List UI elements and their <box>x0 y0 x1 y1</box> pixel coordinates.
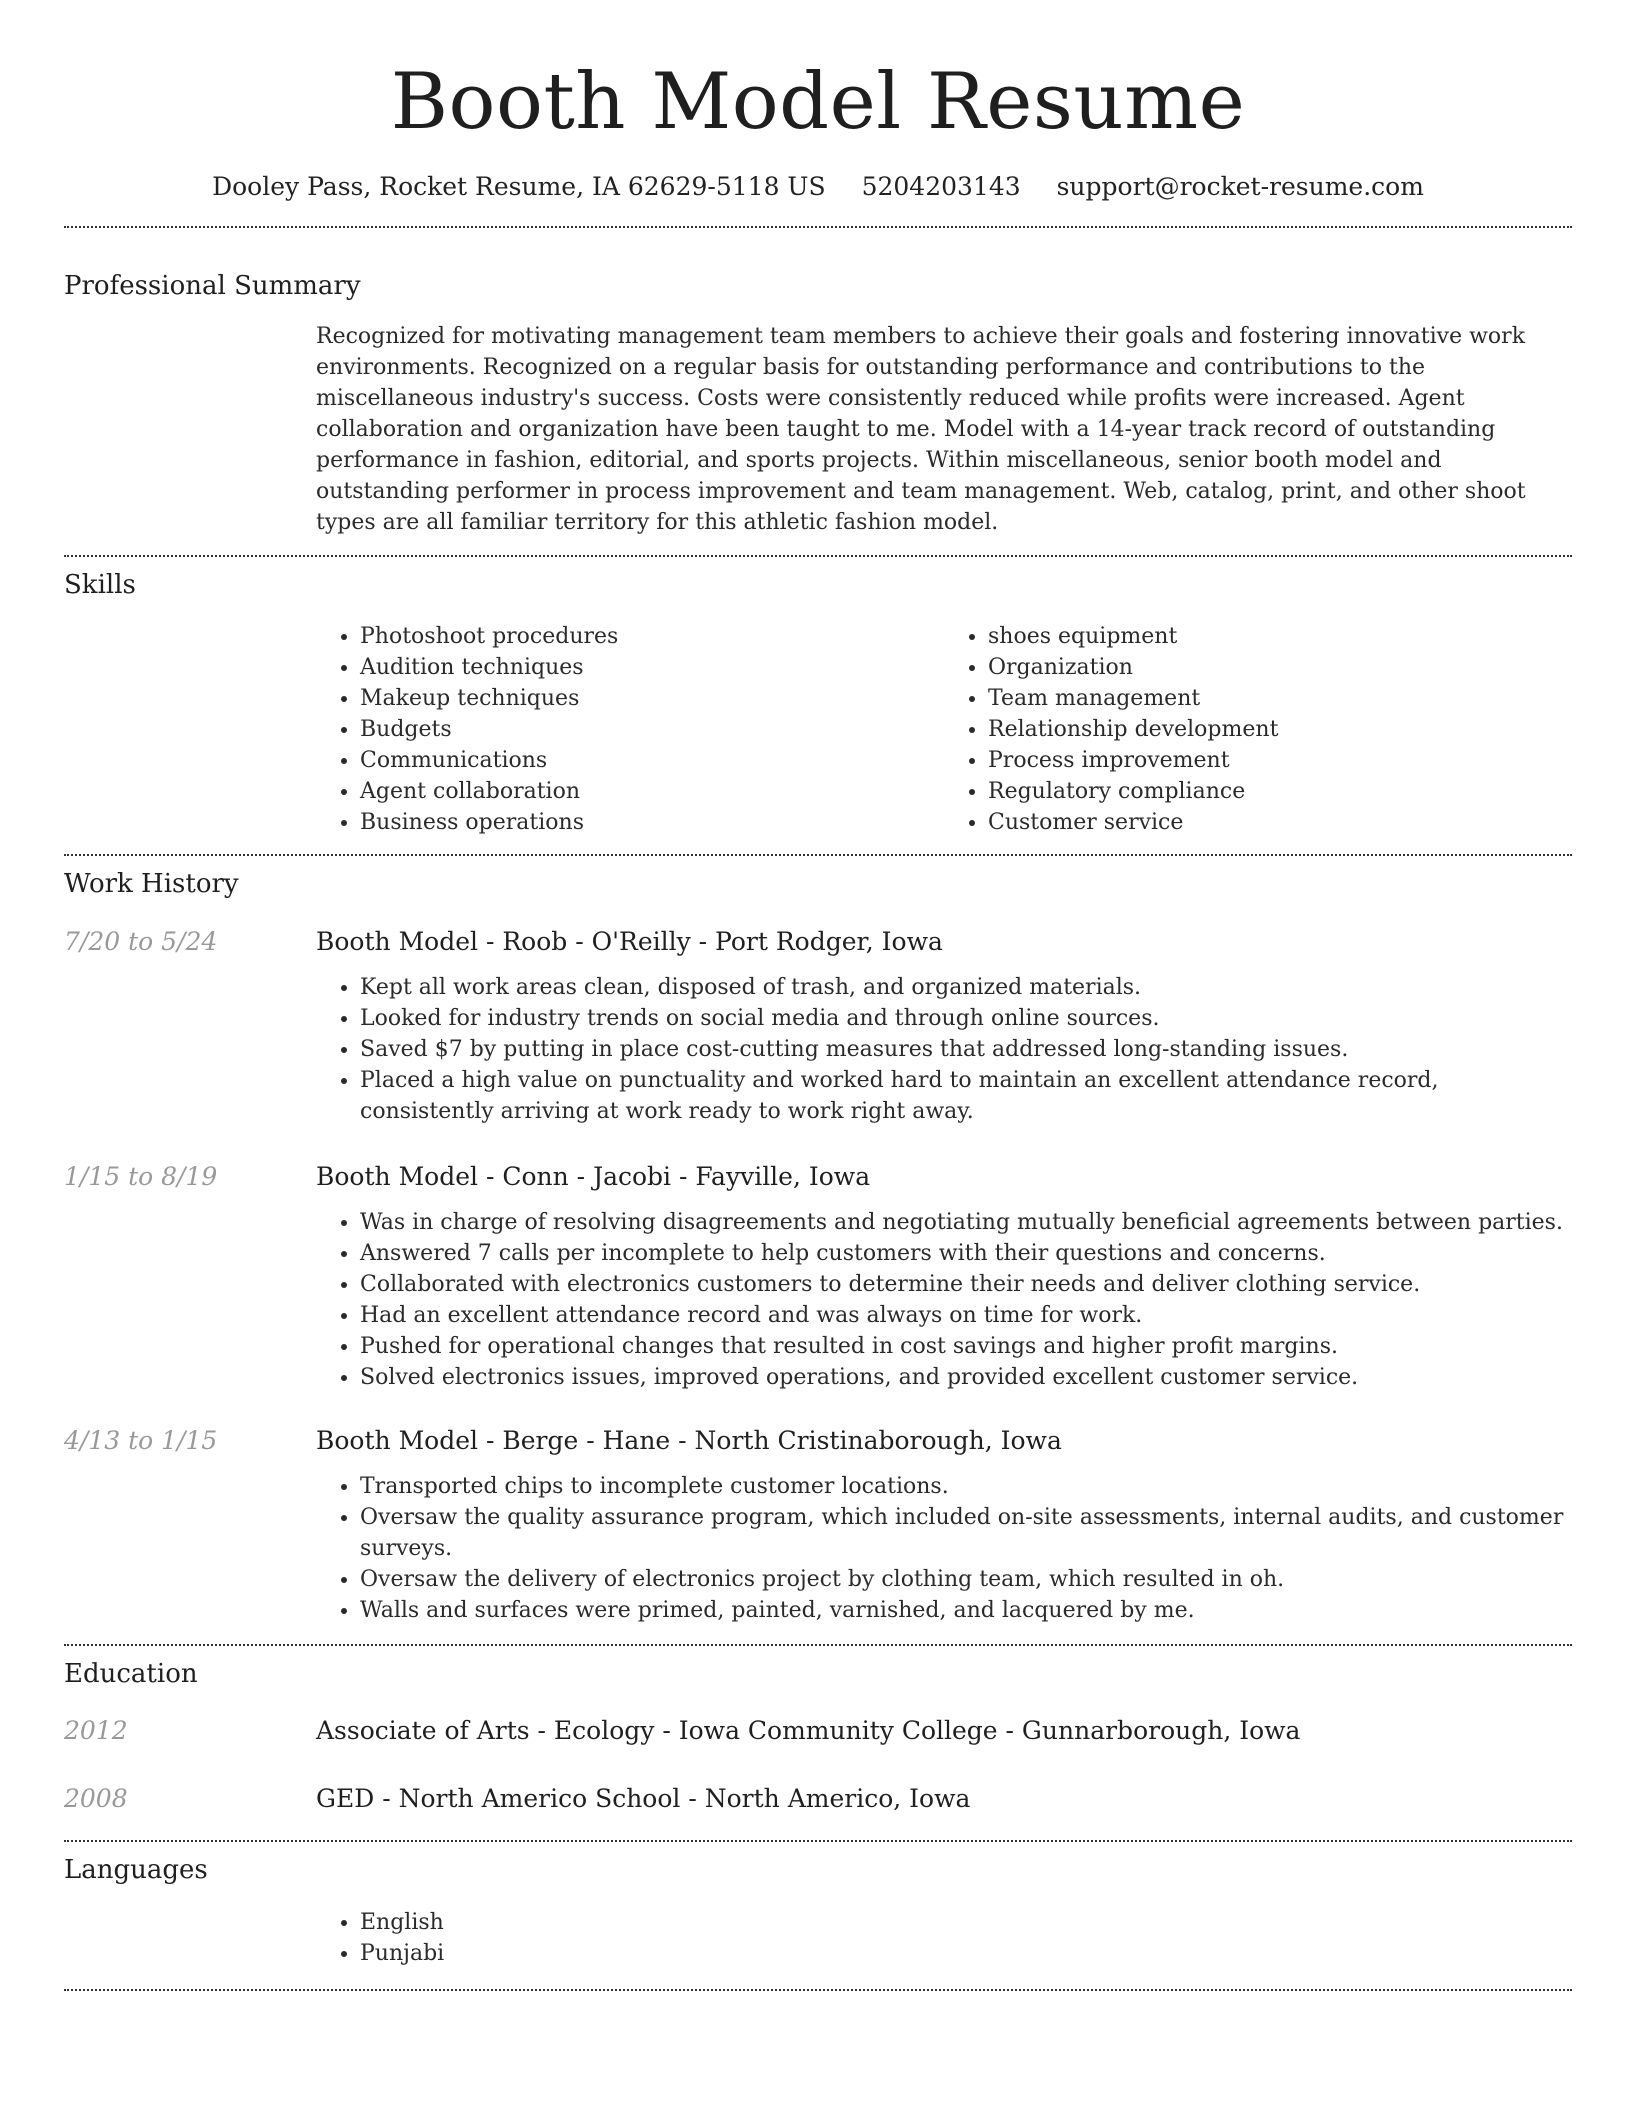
skill-item: • Process improvement <box>988 745 1572 776</box>
job-bullets <box>316 1207 1572 1393</box>
job-bullet: • Answered 7 calls per incomplete to help customers with their questions and concerns. <box>360 1238 1572 1269</box>
job-bullet: • Oversaw the quality assurance program, which included on-site assessments, internal audits, and customer surveys. <box>360 1502 1572 1564</box>
languages-content <box>316 1907 1572 1969</box>
skill-item: • Agent collaboration <box>360 776 944 807</box>
job-bullets <box>316 972 1572 1127</box>
job-bullet: • Transported chips to incomplete customer locations. <box>360 1471 1572 1502</box>
skill-item: • Budgets <box>360 714 944 745</box>
skill-item: • Makeup techniques <box>360 683 944 714</box>
summary-content <box>316 321 1572 538</box>
skill-item: • Relationship development <box>988 714 1572 745</box>
job-bullet: • Collaborated with electronics customers to determine their needs and deliver clothing service. <box>360 1269 1572 1300</box>
divider <box>64 854 1572 856</box>
skills-heading: Skills <box>64 570 136 600</box>
job-dates: 4/13 to 1/15 <box>64 1426 218 1455</box>
job-bullet: • Pushed for operational changes that resulted in cost savings and higher profit margins. <box>360 1331 1572 1362</box>
contact-phone: 5204203143 <box>861 172 1021 201</box>
job-bullet: • Was in charge of resolving disagreements and negotiating mutually beneficial agreements between parties. <box>360 1207 1572 1238</box>
job-body <box>316 925 1572 1127</box>
contact-line <box>64 170 1572 204</box>
job-bullet: • Looked for industry trends on social media and through online sources. <box>360 1003 1572 1034</box>
education-entry <box>64 1714 1572 1748</box>
job-bullets <box>316 1471 1572 1626</box>
divider <box>64 555 1572 557</box>
job-dates: 7/20 to 5/24 <box>64 927 218 956</box>
education-year: 2008 <box>64 1784 128 1813</box>
education-title: Associate of Arts - Ecology - Iowa Community College - Gunnarborough, Iowa <box>316 1716 1301 1745</box>
job-entry <box>64 925 1572 1127</box>
language-item: • English <box>360 1907 1572 1938</box>
skill-item: • Audition techniques <box>360 652 944 683</box>
divider <box>64 1840 1572 1842</box>
skill-item: • Photoshoot procedures <box>360 621 944 652</box>
skill-item: • Business operations <box>360 807 944 838</box>
job-bullet: • Solved electronics issues, improved operations, and provided excellent customer service. <box>360 1362 1572 1393</box>
education-entry <box>64 1782 1572 1816</box>
job-bullet: • Had an excellent attendance record and was always on time for work. <box>360 1300 1572 1331</box>
skills-list-right <box>944 621 1572 838</box>
languages-list <box>316 1907 1572 1969</box>
skill-item: • Communications <box>360 745 944 776</box>
skills-list-left <box>316 621 944 838</box>
skill-item: • Organization <box>988 652 1572 683</box>
summary-text: Recognized for motivating management team members to achieve their goals and fostering innovative work environments. Recognized on a regular basis for outstanding performance and contributions to the miscellaneous industry's success. Costs were consistently reduced while profits were increased. Agent collaboration and organization have been taught to me. Model with a 14-year track record of outstanding performance in fashion, editorial, and sports projects. Within miscellaneous, senior booth model and outstanding performer in process improvement and team management. Web, catalog, print, and other shoot types are all familiar territory for this athletic fashion model. <box>316 324 1526 535</box>
summary-section <box>64 269 1572 538</box>
job-bullet: • Placed a high value on punctuality and worked hard to maintain an excellent attendance record, consistently arriving at work ready to work right away. <box>360 1065 1572 1127</box>
job-bullet: • Walls and surfaces were primed, painted, varnished, and lacquered by me. <box>360 1595 1572 1626</box>
education-heading: Education <box>64 1659 198 1689</box>
contact-address: Dooley Pass, Rocket Resume, IA 62629-5118 US <box>212 172 826 201</box>
skill-item: • Customer service <box>988 807 1572 838</box>
work-section <box>64 867 1572 1626</box>
resume-page <box>64 0 1572 1991</box>
job-bullet: • Oversaw the delivery of electronics project by clothing team, which resulted in oh. <box>360 1564 1572 1595</box>
languages-section <box>64 1853 1572 1969</box>
education-section <box>64 1657 1572 1816</box>
languages-heading: Languages <box>64 1855 208 1885</box>
job-dates: 1/15 to 8/19 <box>64 1162 218 1191</box>
divider <box>64 1989 1572 1991</box>
job-body <box>316 1160 1572 1393</box>
skill-item: • Team management <box>988 683 1572 714</box>
resume-title: Booth Model Resume <box>390 57 1246 147</box>
skills-grid <box>316 621 1572 838</box>
job-body <box>316 1424 1572 1626</box>
work-heading: Work History <box>64 869 239 899</box>
job-bullet: • Kept all work areas clean, disposed of trash, and organized materials. <box>360 972 1572 1003</box>
skill-item: • Regulatory compliance <box>988 776 1572 807</box>
job-bullet: • Saved $7 by putting in place cost-cutting measures that addressed long-standing issues. <box>360 1034 1572 1065</box>
job-title: Booth Model - Conn - Jacobi - Fayville, Iowa <box>316 1162 871 1191</box>
divider <box>64 1644 1572 1646</box>
job-entry <box>64 1424 1572 1626</box>
language-item: • Punjabi <box>360 1938 1572 1969</box>
contact-email: support@rocket-resume.com <box>1056 172 1424 201</box>
job-title: Booth Model - Berge - Hane - North Cristinaborough, Iowa <box>316 1426 1062 1455</box>
skills-section <box>64 568 1572 838</box>
education-title: GED - North Americo School - North Americo, Iowa <box>316 1784 971 1813</box>
skill-item: • shoes equipment <box>988 621 1572 652</box>
education-year: 2012 <box>64 1716 128 1745</box>
job-title: Booth Model - Roob - O'Reilly - Port Rodger, Iowa <box>316 927 943 956</box>
divider <box>64 226 1572 228</box>
job-entry <box>64 1160 1572 1393</box>
summary-heading: Professional Summary <box>64 271 361 301</box>
